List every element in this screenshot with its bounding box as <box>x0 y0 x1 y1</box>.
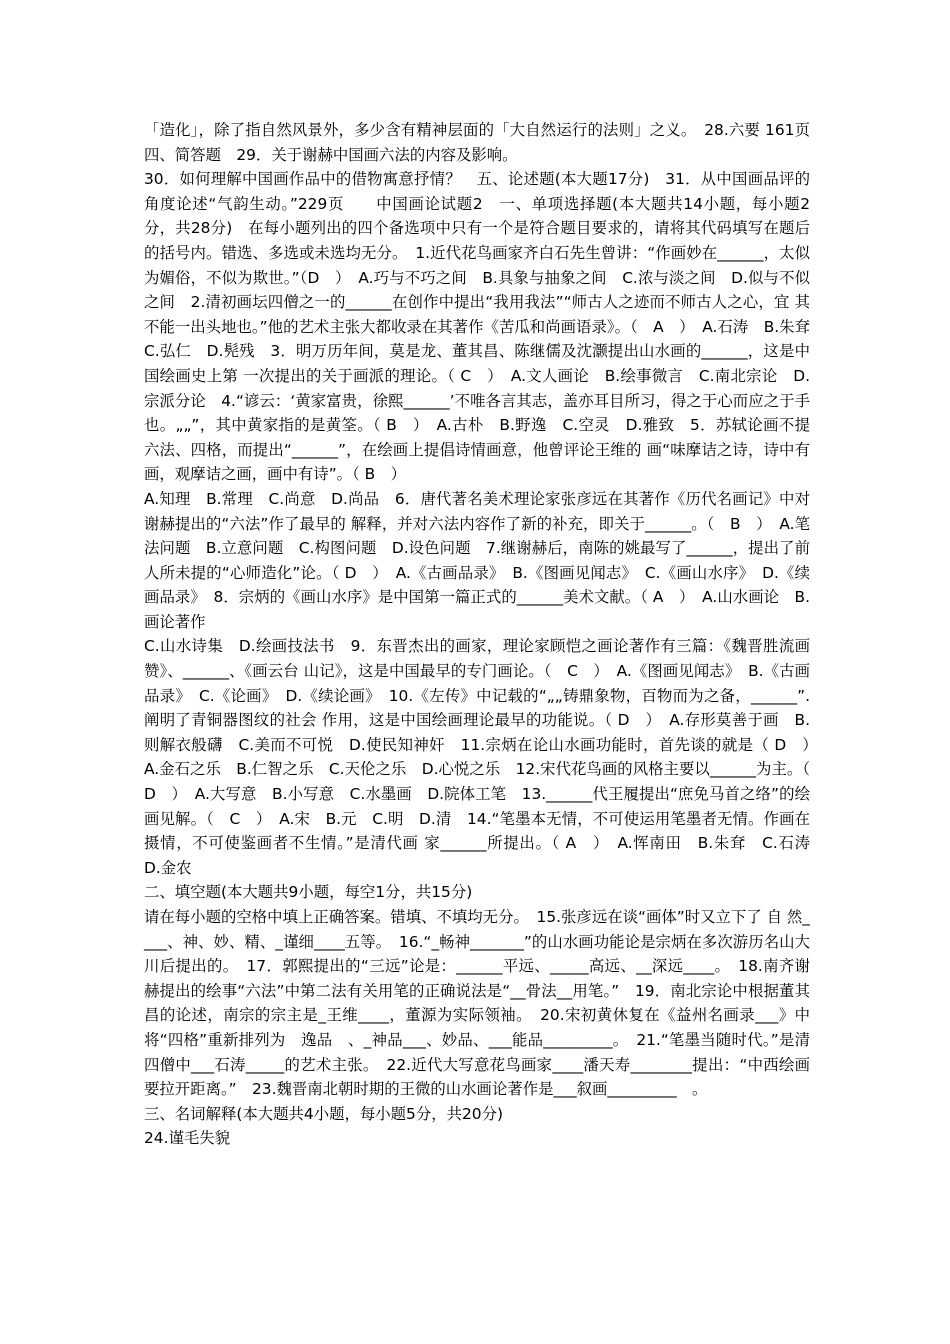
document-body <box>144 118 826 1151</box>
section-heading-terms: 三、名词解释(本大题共4小题，每小题5分，共20分) <box>144 1104 503 1123</box>
paragraph-4: C.山水诗集 D.绘画技法书 9．东晋杰出的画家，理论家顾恺之画论著作有三篇：《魏晋胜流画赞》、______、《画云台 山记》，这是中国最早的专门画论。（ C ） A.《图画见闻志》 B.《古画品录》 C.《论画》 D.《续论画》 10.《左传》中记载的“„„铸鼎象物，百物而为之备，______”.阐明了青铜器图纹的社会 作用，这是中国绘画理论最早的功能说。（ D ） A.存形莫善于画 B.则解衣般礴 C.美而不可悦 D.使民知神奸 11.宗炳在论山水画功能时，首先谈的就是（ D ） A.金石之乐 B.仁智之乐 C.天伦之乐 D.心悦之乐 12.宋代花鸟画的风格主要以______为主。（ D ） A.大写意 B.小写意 C.水墨画 D.院体工笔 13.______代王履提出“庶免马首之络”的绘画见解。（ C ） A.宋 B.元 C.明 D.清 14.“笔墨本无情，不可使运用笔墨者无情。作画在摄情，不可使鉴画者不生情。”是清代画 家______所提出。（ A ） A.恽南田 B.朱耷 C.石涛 D.金农 <box>144 637 826 877</box>
paragraph-3: A.知理 B.常理 C.尚意 D.尚品 6．唐代著名美术理论家张彦远在其著作《历代名画记》中对谢赫提出的“六法”作了最早的 解释，并对六法内容作了新的补充，即关于______。（ B ） A.笔法问题 B.立意问题 C.构图问题 D.设色问题 7.继谢赫后，南陈的姚最写了______，提出了前人所未提的“心师造化”论。（ D ） A.《古画品录》 B.《图画见闻志》 C.《画山水序》 D.《续画品录》 8．宗炳的《画山水序》是中国第一篇正式的______美术文献。（ A ） A.山水画论 B.画论著作 <box>144 489 810 631</box>
paragraph-8: 24.谨毛失貌 <box>144 1129 231 1148</box>
paragraph-6: 请在每小题的空格中填上正确答案。错填、不填均无分。 15.张彦远在谈“画体”时又立下了 自 然____、神、妙、精、_谨细____五等。 16.“_畅神_______”的山水画功能论是宗炳在多次游历名山大川后提出的。 17．郭熙提出的“三远”论是：______平远、_____高远、__深远____。 18.南齐谢赫提出的绘事“六法”中第二法有关用笔的正确说法是“__骨法__用笔。” 19．南北宗论中根据董其昌的论述，南宗的宗主是_王维____，董源为实际领袖。 20.宋初黄休复在《益州名画录___》中将“四格”重新排列为 逸品 、_神品___、妙品、___能品_________。 21.“笔墨当随时代。”是清四僧中___石涛_____的艺术主张。 22.近代大写意花鸟画家____潘天寿________提出：“中西绘画要拉开距离。” 23.魏晋南北朝时期的王微的山水画论著作是___叙画_________ 。 <box>144 908 810 1099</box>
paragraph-2: 30．如何理解中国画作品中的借物寓意抒情？ 五、论述题(本大题17分) 31．从中国画品评的角度论述“气韵生动。”229页 中国画论试题2 一、单项选择题(本大题共14小题，每小题2分，共28分) 在每小题列出的四个备选项中只有一个是符合题目要求的，请将其代码填写在题后的括号内。错选、多选或未选均无分。 1.近代花鸟画家齐白石先生曾讲：“作画妙在______，太似为媚俗，不似为欺世。”（D ） A.巧与不巧之间 B.具象与抽象之间 C.浓与淡之间 D.似与不似之间 2.清初画坛四僧之一的______在创作中提出“我用我法”“师古人之迹而不师古人之心，宜 其不能一出头地也。”他的艺术主张大都收录在其著作《苦瓜和尚画语录》。（ A ） A.石涛 B.朱耷 C.弘仁 D.髡残 3．明万历年间，莫是龙、董其昌、陈继儒及沈灏提出山水画的______，这是中国绘画史上第 一次提出的关于画派的理论。（ C ） A.文人画论 B.绘事微言 C.南北宗论 D.宗派分论 4.“谚云：‘黄家富贵，徐熙______’不唯各言其志，盖亦耳目所习，得之于心而应之于手 也。„„”，其中黄家指的是黄筌。（ B ） A.古朴 B.野逸 C.空灵 D.雅致 5．苏轼论画不提六法、四格，而提出“______”，在绘画上提倡诗情画意，他曾评论王维的 画“味摩诘之诗，诗中有画，观摩诘之画，画中有诗”。（ B ） <box>144 170 826 484</box>
paragraph-1: 「造化」，除了指自然风景外，多少含有精神层面的「大自然运行的法则」之义。 28.六要 161页 四、简答题 29．关于谢赫中国画六法的内容及影响。 <box>144 121 826 164</box>
section-heading-fill-in: 二、填空题(本大题共9小题，每空1分，共15分) <box>144 883 473 902</box>
